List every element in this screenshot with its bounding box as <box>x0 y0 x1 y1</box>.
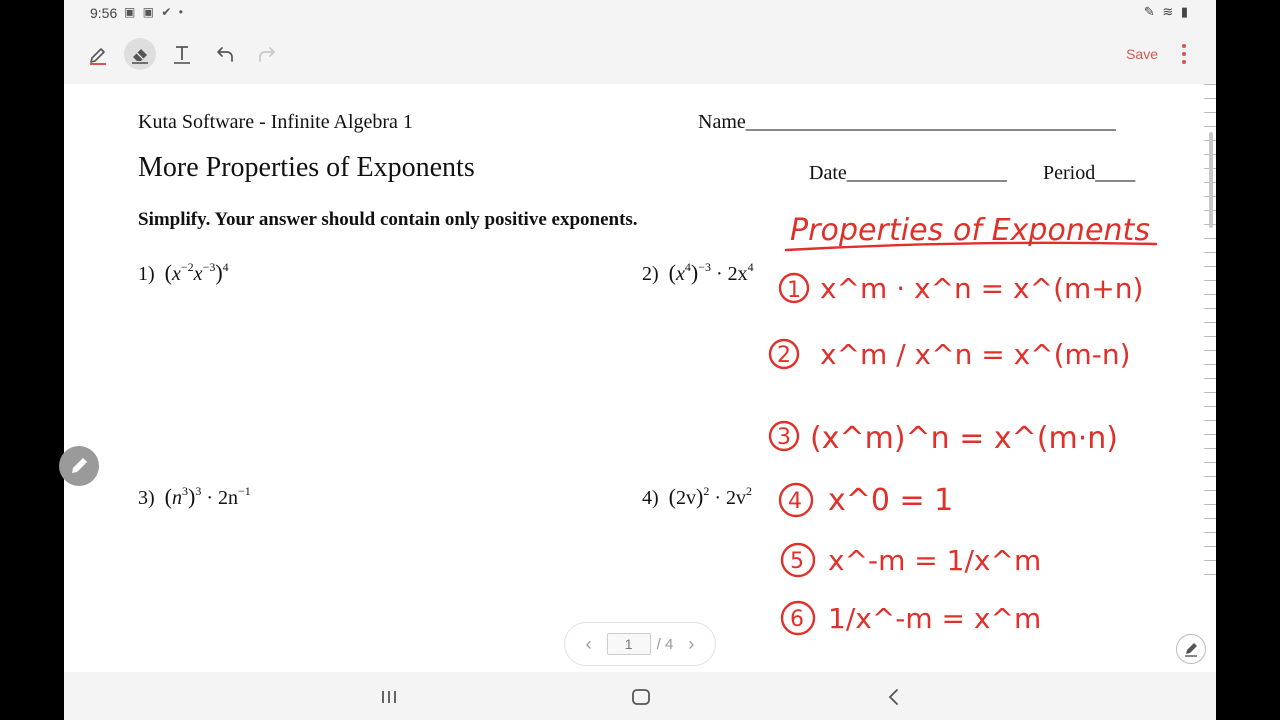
date-field-label: Date________________ <box>809 162 1007 184</box>
problem-1: 1) $(x^{-2}x^{-3})^4$ <box>138 260 229 285</box>
svg-text:(x^m)^n = x^(m·n): (x^m)^n = x^(m·n) <box>810 421 1118 456</box>
svg-text:1: 1 <box>787 278 801 303</box>
edit-pen-icon <box>1183 641 1199 657</box>
period-field-label: Period____ <box>1043 162 1136 184</box>
undo-button[interactable] <box>209 38 241 70</box>
rule-6 <box>782 602 1041 635</box>
page-number-input[interactable] <box>607 633 651 655</box>
svg-text:x^-m = 1/x^m: x^-m = 1/x^m <box>828 544 1042 577</box>
annotation-toolbar <box>64 26 1216 84</box>
status-time: 9:56 <box>90 5 118 21</box>
document-page[interactable] <box>64 84 1216 672</box>
svg-text:1/x^-m = x^m: 1/x^-m = x^m <box>828 602 1042 635</box>
eraser-icon <box>129 43 151 65</box>
problem-4: 4) $(2v)^2 \cdot 2v^2$ <box>642 484 752 509</box>
save-button[interactable]: Save <box>1126 46 1158 62</box>
svg-text:x^m · x^n = x^(m+n): x^m · x^n = x^(m+n) <box>820 272 1144 305</box>
rule-1 <box>780 272 1143 305</box>
recents-button[interactable] <box>377 686 401 708</box>
text-tool-button[interactable] <box>166 38 198 70</box>
handwritten-annotation <box>764 204 1194 644</box>
problem-number: 2) <box>642 263 659 285</box>
page-total: / 4 <box>656 635 674 653</box>
svg-text:2: 2 <box>777 343 791 368</box>
instructions-text: Simplify. Your answer should contain only positive exponents. <box>138 209 638 230</box>
notification-icons: ▣ ▣ ✔ • <box>124 5 185 19</box>
problem-3: 3) $(n^3)^3 \cdot 2n^{-1}$ <box>138 484 251 509</box>
worksheet-title: More Properties of Exponents <box>138 152 475 183</box>
recents-icon <box>380 689 398 705</box>
rule-2 <box>770 338 1131 371</box>
pen-tool-button[interactable] <box>82 38 114 70</box>
problem-number: 3) <box>138 487 155 509</box>
text-icon <box>171 43 193 65</box>
home-button[interactable] <box>629 686 653 708</box>
floating-pen-button[interactable] <box>59 446 99 486</box>
back-button[interactable] <box>882 686 906 708</box>
status-bar <box>64 0 1216 26</box>
edit-document-button[interactable] <box>1176 634 1206 664</box>
pen-icon <box>87 43 109 65</box>
problem-number: 4) <box>642 487 659 509</box>
rule-3 <box>770 421 1118 456</box>
redo-button[interactable] <box>251 38 283 70</box>
svg-text:6: 6 <box>790 607 804 632</box>
page-navigator <box>564 622 716 666</box>
rule-5 <box>782 544 1041 577</box>
worksheet-header: Kuta Software - Infinite Algebra 1 <box>138 111 413 133</box>
svg-text:3: 3 <box>777 425 791 450</box>
prev-page-icon[interactable]: ‹ <box>585 633 592 654</box>
pencil-icon <box>68 455 90 477</box>
next-page-icon[interactable]: › <box>688 633 695 654</box>
system-nav-bar <box>64 672 1216 720</box>
undo-icon <box>214 43 236 65</box>
more-options-icon[interactable] <box>1180 42 1188 66</box>
device-screen <box>64 0 1216 720</box>
scrollbar-thumb[interactable] <box>1209 132 1213 228</box>
home-icon <box>631 688 651 706</box>
system-icons: ✎ ≋ ▮ <box>1143 4 1190 19</box>
svg-text:x^0 = 1: x^0 = 1 <box>828 483 954 518</box>
back-icon <box>886 688 902 706</box>
problem-2: 2) $(x^4)^{-3} \cdot 2x^4$ <box>642 260 754 285</box>
redo-icon <box>256 43 278 65</box>
svg-text:4: 4 <box>788 489 802 514</box>
scroll-ruler[interactable] <box>1200 84 1216 614</box>
svg-text:5: 5 <box>790 549 804 574</box>
annotation-title: Properties of Exponents <box>790 213 1150 248</box>
problem-number: 1) <box>138 263 155 285</box>
rule-4 <box>780 483 953 518</box>
eraser-tool-button[interactable] <box>124 38 156 70</box>
svg-text:x^m / x^n = x^(m-n): x^m / x^n = x^(m-n) <box>820 338 1131 371</box>
name-field-label: Name_____________________________________ <box>698 111 1116 133</box>
